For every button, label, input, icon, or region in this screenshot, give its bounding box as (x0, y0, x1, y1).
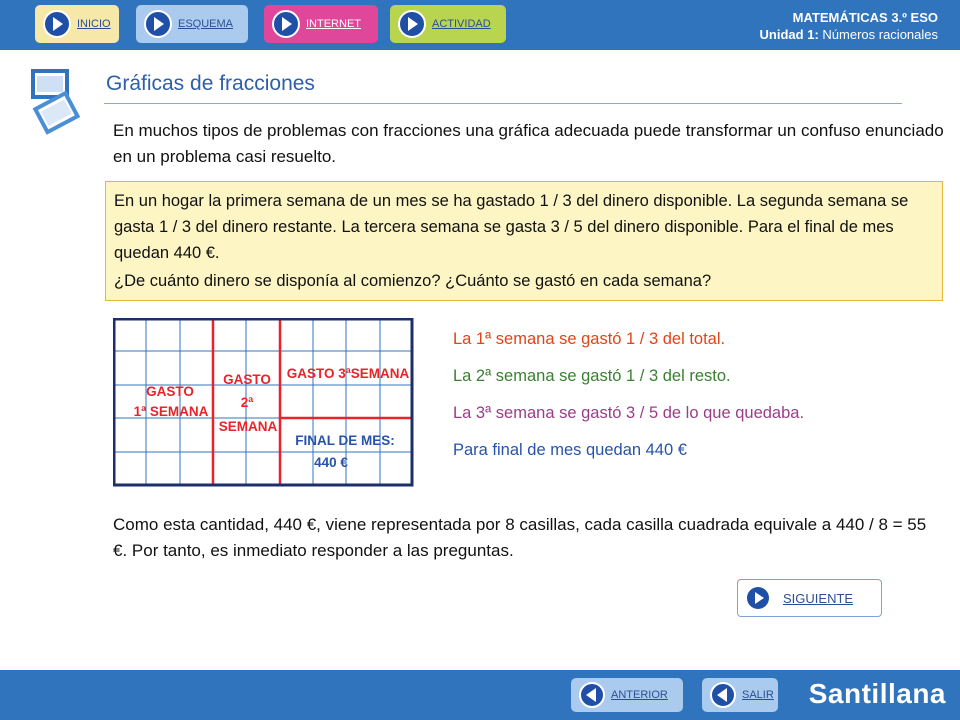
problem-question: ¿De cuánto dinero se disponía al comienzo? ¿Cuánto se gastó en cada semana? (114, 272, 712, 290)
course-unit (760, 26, 938, 43)
anterior-button[interactable] (571, 678, 683, 712)
explanation-line-2: La 2ª semana se gastó 1 / 3 del resto. (453, 367, 731, 385)
internet-label: INTERNET (306, 18, 361, 30)
problem-box (105, 181, 943, 301)
intro-text: En muchos tipos de problemas con fracciones una gráfica adecuada puede transformar un confuso enunciado en un problema casi resuelto. (113, 121, 944, 166)
actividad-label: ACTIVIDAD (432, 18, 491, 30)
internet-button[interactable] (264, 5, 378, 43)
siguiente-label: SIGUIENTE (783, 590, 854, 606)
gasto2-label-a: GASTO (223, 372, 271, 387)
gasto1-label-b: 1ª SEMANA (133, 404, 209, 419)
explanation-line-4: Para final de mes quedan 440 € (453, 441, 687, 459)
inicio-label: INICIO (77, 18, 111, 30)
play-icon (272, 10, 300, 38)
brand-logo: Santillana (808, 678, 946, 709)
fraction-diagram (113, 318, 415, 488)
course-title: MATEMÁTICAS 3.º ESO (792, 10, 938, 25)
gasto1-label-a: GASTO (146, 384, 194, 399)
explanation-line-3: La 3ª semana se gastó 3 / 5 de lo que quedaba. (453, 404, 805, 422)
final-label-b: 440 € (314, 455, 348, 470)
unit-name: Números racionales (818, 27, 938, 42)
title-divider (104, 103, 902, 104)
unit-label: Unidad 1: (759, 27, 819, 42)
actividad-button[interactable] (390, 5, 506, 43)
play-icon (144, 10, 172, 38)
salir-label: SALIR (742, 689, 774, 701)
final-label-a: FINAL DE MES: (295, 433, 395, 448)
explanation-list (453, 330, 804, 478)
gasto2-label-c: SEMANA (218, 419, 278, 434)
esquema-button[interactable] (136, 5, 248, 43)
explanation-line-1: La 1ª semana se gastó 1 / 3 del total. (453, 330, 726, 348)
back-arrow-icon (579, 682, 605, 708)
inicio-button[interactable] (35, 5, 119, 43)
page-title: Gráficas de fracciones (106, 72, 315, 95)
gasto2-label-b: 2ª (240, 395, 254, 410)
top-toolbar (0, 0, 960, 50)
conclusion-text: Como esta cantidad, 440 €, viene representada por 8 casillas, cada casilla cuadrada equivale a 440 / 8 = 55 €. Por tanto, es inmediato responder a las preguntas. (113, 515, 927, 560)
play-icon (43, 10, 71, 38)
siguiente-button[interactable] (737, 579, 882, 617)
salir-button[interactable] (702, 678, 778, 712)
gasto3-label: GASTO 3ªSEMANA (286, 366, 410, 381)
problem-statement: En un hogar la primera semana de un mes se ha gastado 1 / 3 del dinero disponible. La segunda semana se gasta 1 / 3 del dinero restante. La tercera semana se gasta 3 / 5 del dinero disponible. Para el final de mes quedan 440 €. (114, 192, 909, 262)
esquema-label: ESQUEMA (178, 18, 234, 30)
play-icon (747, 587, 769, 609)
back-arrow-icon (710, 682, 736, 708)
slides-icon (30, 68, 80, 138)
course-info (760, 9, 938, 43)
play-icon (398, 10, 426, 38)
bottom-toolbar (0, 670, 960, 720)
anterior-label: ANTERIOR (611, 689, 668, 701)
